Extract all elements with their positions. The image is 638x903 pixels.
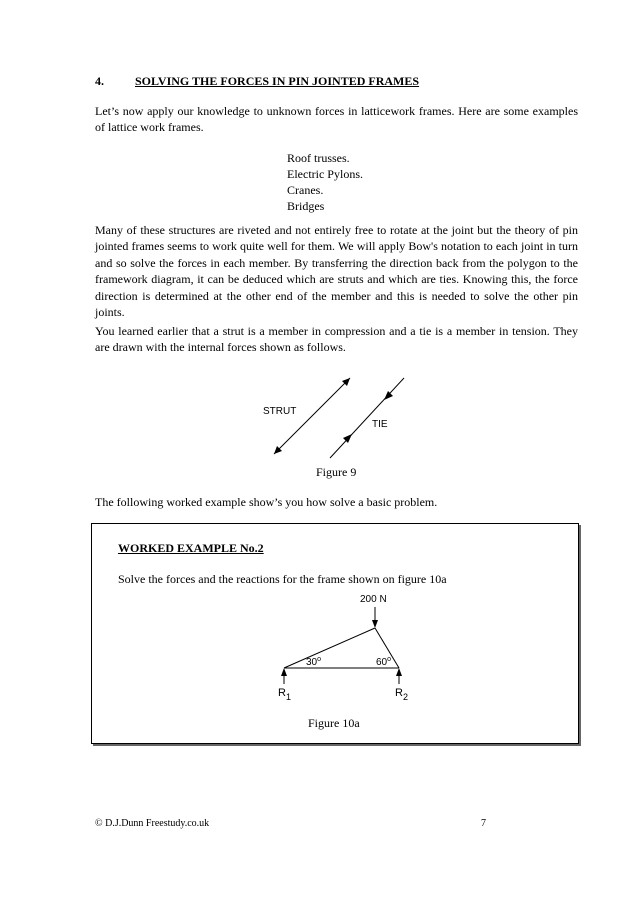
worked-example-text: Solve the forces and the reactions for the frame shown on figure 10a — [118, 572, 447, 586]
examples-list — [287, 150, 363, 214]
tie-arrow-up-icon — [343, 434, 352, 443]
r1-arrow-icon — [281, 668, 287, 676]
section-heading — [95, 74, 419, 89]
section-number: 4. — [95, 74, 104, 88]
figure-9-caption: Figure 9 — [316, 465, 357, 479]
list-item: Roof trusses. — [287, 151, 350, 165]
r1-label: $R_1$ — [278, 687, 291, 702]
load-arrow-icon — [372, 620, 378, 628]
tie-label: TIE — [372, 419, 388, 430]
theory-paragraph: Many of these structures are riveted and not entirely free to rotate at the joint but the theory of pin jointed frames seems to work quite well for them. We will apply Bow's notation to each joint in turn and so solve the forces in each member. By transferring the direction back from the polygon to the framework diagram, it can be deduced which are struts and which are ties. Knowing this, the force direction is determined at the other end of the member and this is needed to solve the other pin joints. — [95, 223, 578, 320]
worked-example-box — [91, 523, 579, 744]
footer-page-number: 7 — [481, 818, 486, 829]
figure-9-diagram — [258, 372, 408, 464]
worked-example-title: WORKED EXAMPLE No.2 — [118, 541, 264, 555]
worked-example-intro: The following worked example show’s you how solve a basic problem. — [95, 495, 438, 509]
footer-copyright: © D.J.Dunn Freestudy.co.uk — [95, 818, 210, 829]
tie-line — [330, 378, 404, 458]
r2-label: $R_2$ — [395, 687, 408, 702]
angle-left-label: 30$^o$ — [306, 656, 322, 668]
left-member — [284, 628, 375, 668]
list-item: Cranes. — [287, 183, 324, 197]
figure-10a-caption: Figure 10a — [308, 716, 360, 730]
load-label: 200 N — [360, 594, 387, 605]
list-item: Bridges — [287, 199, 325, 213]
strut-label: STRUT — [263, 406, 297, 417]
r2-arrow-icon — [396, 668, 402, 676]
figure-10a-diagram — [264, 588, 424, 706]
section-title: SOLVING THE FORCES IN PIN JOINTED FRAMES — [135, 74, 420, 88]
angle-right-label: 60$^o$ — [376, 656, 392, 668]
intro-paragraph: Let’s now apply our knowledge to unknown forces in latticework frames. Here are some examples of lattice work frames. — [95, 104, 578, 135]
list-item: Electric Pylons. — [287, 167, 363, 181]
tie-arrow-down-icon — [384, 391, 393, 400]
strut-tie-paragraph: You learned earlier that a strut is a member in compression and a tie is a member in tension. They are drawn with the internal forces shown as follows. — [95, 324, 578, 355]
